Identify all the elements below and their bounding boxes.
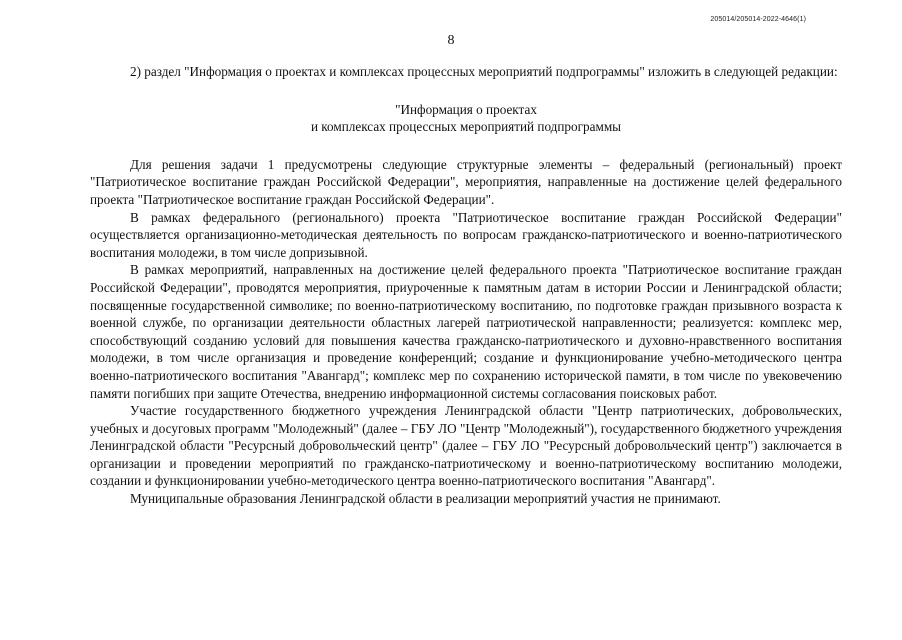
intro-paragraph: 2) раздел "Информация о проектах и комплексах процессных мероприятий подпрограммы" изложить в следующей редакции: bbox=[130, 64, 838, 79]
page-number: 8 bbox=[447, 33, 455, 48]
paragraph-3: В рамках мероприятий, направленных на достижение целей федерального проекта "Патриотическое воспитание граждан Российской Федерации", проводятся мероприятия, приуроченные к памятным датам в истории России и Ленинградской области; посвященные государственной символике; по военно-патриотическому воспитанию, по подготовке граждан призывного возраста к военной службе, по организации деятельности областных лагерей патриотической направленности; реализуется: комплекс мер, способствующий созданию условий для повышения качества гражданско-патриотического и духовно-нравственного воспитания молодежи, в том числе организация и проведение конференций; создание и функционирование учебно-методического центра военно-патриотического воспитания "Авангард"; комплекс мер по сохранению исторической памяти, в том числе по увековечению памяти погибших при защите Отечества, внедрению информационной системы согласования поисковых работ. bbox=[90, 262, 842, 401]
document-id: 205014/205014-2022-4646(1) bbox=[710, 16, 806, 23]
section-heading-line-1: "Информация о проектах bbox=[395, 101, 537, 117]
section-heading-line-2: и комплексах процессных мероприятий подпрограммы bbox=[310, 119, 622, 135]
paragraph-4: Участие государственного бюджетного учреждения Ленинградской области "Центр патриотических, добровольческих, учебных и досуговых программ "Молодежный" (далее – ГБУ ЛО "Центр "Молодежный"), государственного бюджетного учреждения Ленинградской области "Ресурсный добровольческий центр" (далее – ГБУ ЛО "Ресурсный добровольческий центр") заключается в организации и проведении мероприятий по гражданско-патриотическому и военно-патриотическому воспитанию молодежи, создании и функционировании учебно-методического центра военно-патриотического воспитания "Авангард". bbox=[90, 403, 842, 489]
paragraph-2: В рамках федерального (регионального) проекта "Патриотическое воспитание граждан Российской Федерации" осуществляется организационно-методическая деятельность по вопросам гражданско-патриотического и военно-патриотического воспитания молодежи, в том числе допризывной. bbox=[90, 209, 842, 260]
paragraph-5: Муниципальные образования Ленинградской области в реализации мероприятий участия не принимают. bbox=[130, 491, 721, 507]
section-heading bbox=[90, 101, 842, 136]
paragraph-1: Для решения задачи 1 предусмотрены следующие структурные элементы – федеральный (региональный) проект "Патриотическое воспитание граждан Российской Федерации", мероприятия, направленные на достижение целей федерального проекта "Патриотическое воспитание граждан Российской Федерации". bbox=[90, 156, 842, 207]
document-body bbox=[90, 63, 842, 508]
